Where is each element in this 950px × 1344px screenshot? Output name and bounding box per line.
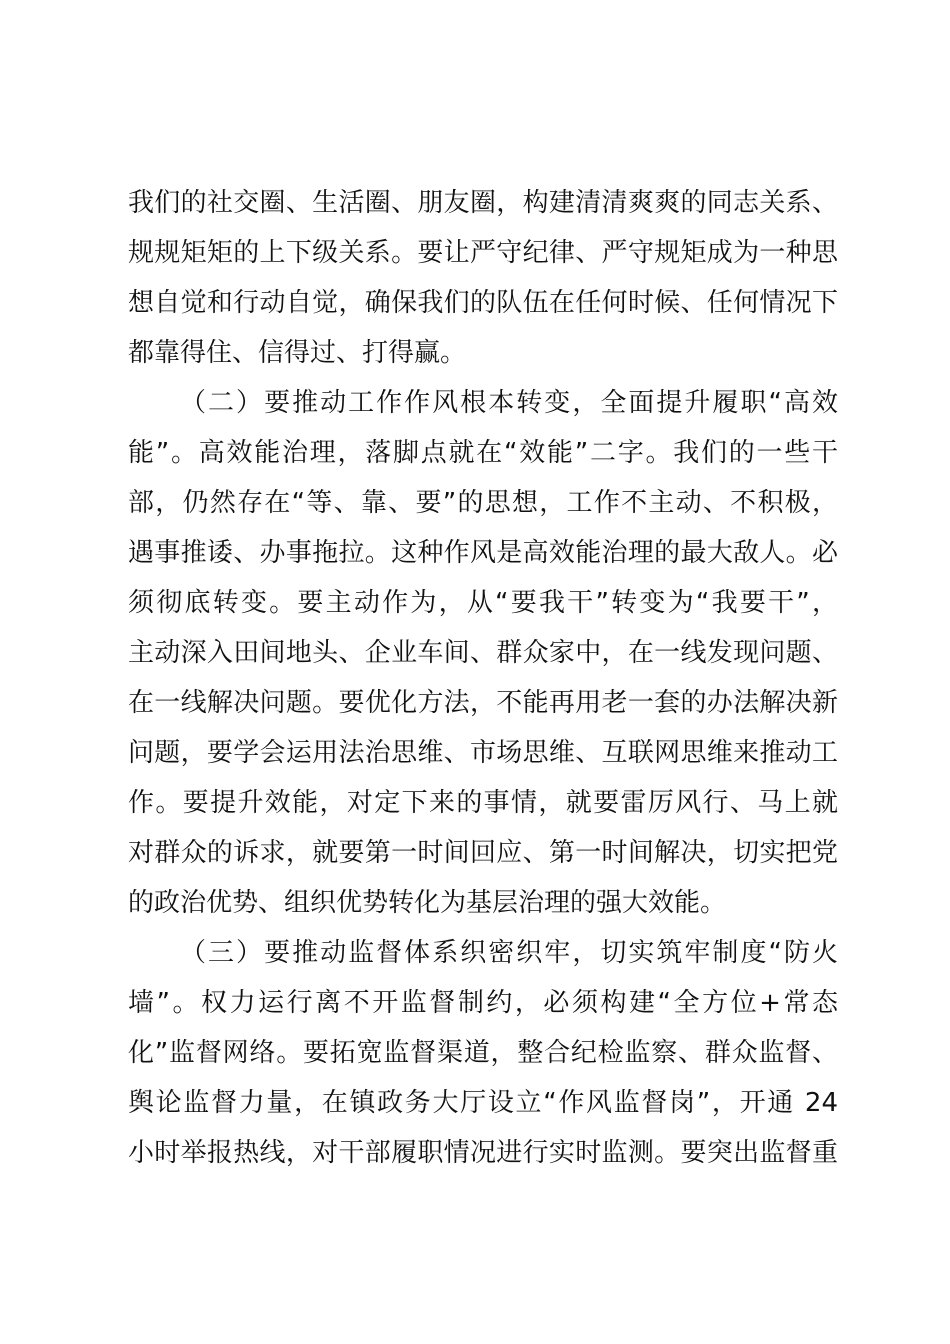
text-line: 须彻底转变。要主动作为，从“要我干”转变为“我要干”， <box>128 588 838 618</box>
section-heading-line: （二）要推动工作作风根本转变，全面提升履职“高效 <box>180 388 838 418</box>
text-line: 规规矩矩的上下级关系。要让严守纪律、严守规矩成为一种思 <box>128 238 838 268</box>
text-line: 墙”。权力运行离不开监督制约，必须构建“全方位+常态 <box>128 988 838 1018</box>
body-text <box>128 178 838 1178</box>
text-line: 舆论监督力量，在镇政务大厅设立“作风监督岗”，开通 24 <box>128 1088 838 1118</box>
text-line: 想自觉和行动自觉，确保我们的队伍在任何时候、任何情况下 <box>128 288 838 318</box>
text-line: 作。要提升效能，对定下来的事情，就要雷厉风行、马上就 <box>128 788 838 818</box>
text-line: 我们的社交圈、生活圈、朋友圈，构建清清爽爽的同志关系、 <box>128 188 838 218</box>
section-heading-line: （三）要推动监督体系织密织牢，切实筑牢制度“防火 <box>180 938 838 968</box>
text-line: 问题，要学会运用法治思维、市场思维、互联网思维来推动工 <box>128 738 838 768</box>
text-line: 都靠得住、信得过、打得赢。 <box>128 338 467 368</box>
text-line: 主动深入田间地头、企业车间、群众家中，在一线发现问题、 <box>128 638 838 668</box>
text-line: 小时举报热线，对干部履职情况进行实时监测。要突出监督重 <box>128 1138 838 1168</box>
text-line: 遇事推诿、办事拖拉。这种作风是高效能治理的最大敌人。必 <box>128 538 838 568</box>
text-line: 在一线解决问题。要优化方法，不能再用老一套的办法解决新 <box>128 688 838 718</box>
text-line: 能”。高效能治理，落脚点就在“效能”二字。我们的一些干 <box>128 438 838 468</box>
text-line: 化”监督网络。要拓宽监督渠道，整合纪检监察、群众监督、 <box>128 1038 838 1068</box>
text-line: 的政治优势、组织优势转化为基层治理的强大效能。 <box>128 888 727 918</box>
text-line: 部，仍然存在“等、靠、要”的思想，工作不主动、不积极， <box>128 488 838 518</box>
text-line: 对群众的诉求，就要第一时间回应、第一时间解决，切实把党 <box>128 838 838 868</box>
